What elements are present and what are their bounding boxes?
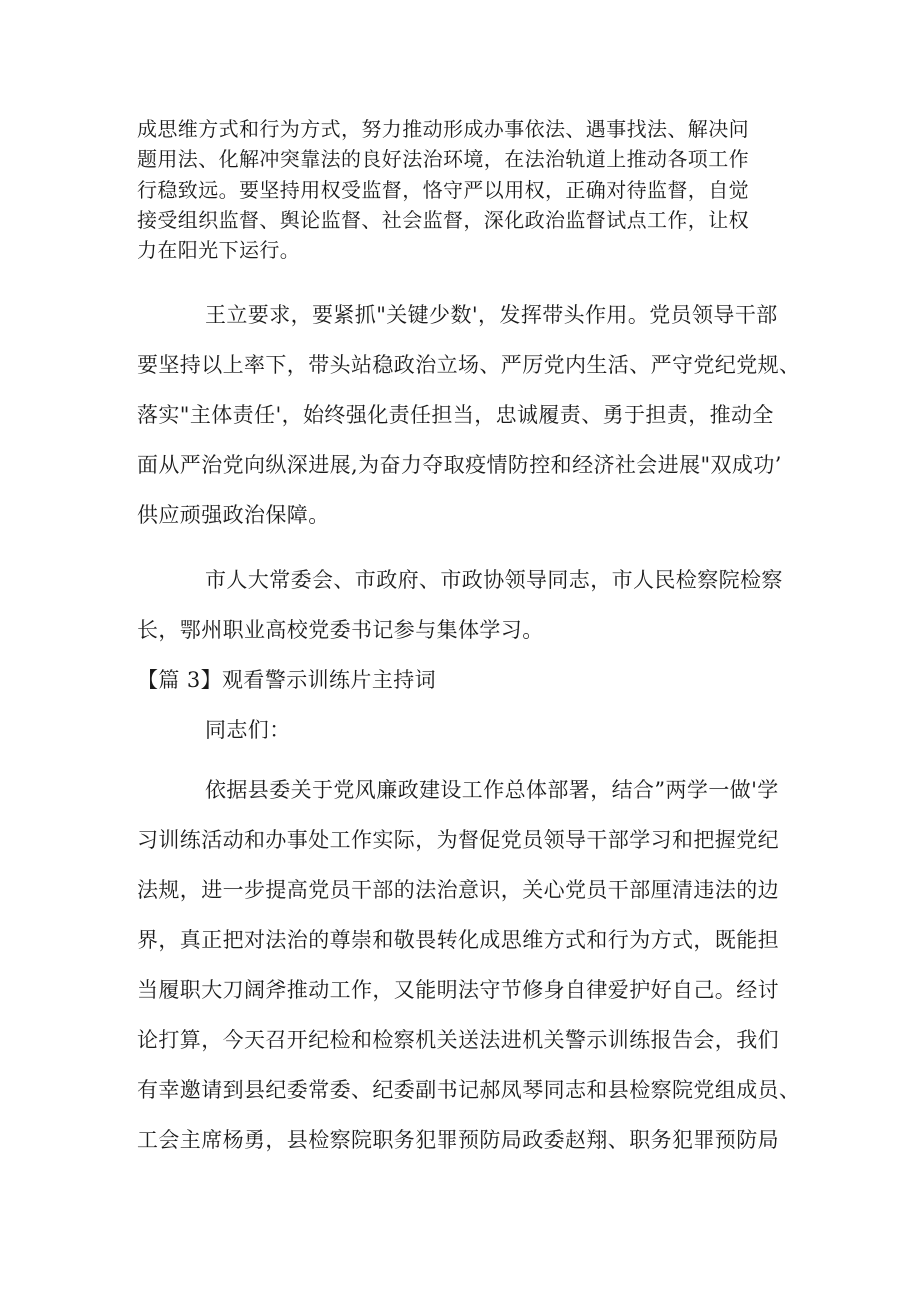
paragraph-line: 工会主席杨勇，县检察院职务犯罪预防局政委赵翔、职务犯罪预防局 [137, 1128, 779, 1152]
paragraph-line: 力在阳光下运行。 [137, 238, 301, 262]
greeting: 同志们： [205, 718, 291, 742]
paragraph-line: 论打算，今天召开纪检和检察机关送法进机关警示训练报告会，我们 [137, 1028, 779, 1052]
paragraph-line: 王立要求，要紧抓"关键少数'，发挥带头作用。党员领导干部 [205, 303, 778, 327]
paragraph-line: 当履职大刀阔斧推动工作，又能明法守节修身自律爱护好自己。经讨 [137, 978, 779, 1002]
paragraph-line: 要坚持以上率下，带头站稳政治立场、严厉党内生活、严守党纪党规、 [137, 353, 801, 377]
paragraph-line: 落实"主体责任'，始终强化责任担当，忠诚履责、勇于担责，推动全 [137, 403, 774, 427]
paragraph-line: 市人大常委会、市政府、市政协领导同志，市人民检察院检察 [205, 568, 783, 592]
paragraph-line: 行稳致远。要坚持用权受监督，恪守严以用权，正确对待监督，自觉 [137, 178, 749, 202]
paragraph-line: 依据县委关于党风廉政建设工作总体部署，结合”两学一做'学 [205, 778, 779, 802]
paragraph-line: 接受组织监督、舆论监督、社会监督，深化政治监督试点工作，让权 [137, 208, 749, 232]
paragraph-line: 成思维方式和行为方式，努力推动形成办事依法、遇事找法、解决问 [137, 117, 749, 141]
paragraph-line: 法规，进一步提高党员干部的法治意识，关心党员干部厘清违法的边 [137, 878, 779, 902]
paragraph-line: 面从严治党向纵深进展,为奋力夺取疫情防控和经济社会进展"双成功’ [137, 453, 782, 477]
paragraph-line: 习训练活动和办事处工作实际，为督促党员领导干部学习和把握党纪 [137, 828, 779, 852]
paragraph-line: 题用法、化解冲突靠法的良好法治环境，在法治轨道上推动各项工作 [137, 147, 749, 171]
paragraph-line: 供应顽强政治保障。 [137, 503, 330, 527]
paragraph-line: 长，鄂州职业高校党委书记参与集体学习。 [137, 618, 544, 642]
section-heading: 【篇 3】观看警示训练片主持词 [137, 668, 437, 692]
paragraph-line: 界，真正把对法治的尊崇和敬畏转化成思维方式和行为方式，既能担 [137, 928, 779, 952]
paragraph-line: 有幸邀请到县纪委常委、纪委副书记郝凤琴同志和县检察院党组成员、 [137, 1078, 801, 1102]
